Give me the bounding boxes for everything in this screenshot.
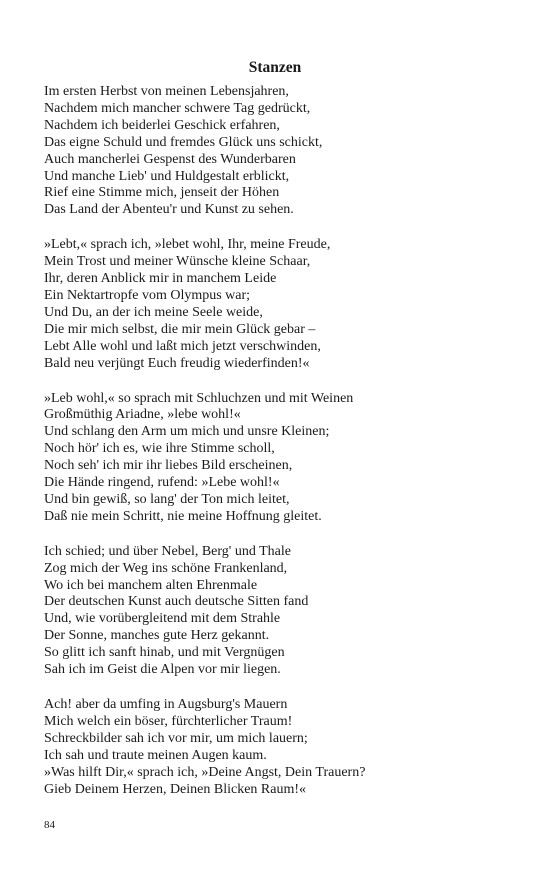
poem-line: Wo ich bei manchem alten Ehrenmale [44,577,258,593]
poem-line: Rief eine Stimme mich, jenseit der Höhen [44,185,280,201]
poem-line: Gieb Deinem Herzen, Deinen Blicken Raum!« [44,781,307,797]
poem-line: Die mir mich selbst, die mir mein Glück gebar – [44,321,316,337]
poem-line: Daß nie mein Schritt, nie meine Hoffnung gleitet. [44,508,322,524]
page-number: 84 [44,819,55,831]
poem-line: Und bin gewiß, so lang' der Ton mich leitet, [44,491,290,507]
poem-line: Und manche Lieb' und Huldgestalt erblickt, [44,168,290,184]
poem-line: Ach! aber da umfing in Augsburg's Mauern [44,697,288,712]
poem-line: Das eigne Schuld und fremdes Glück uns schickt, [44,134,323,150]
poem-line: Großmüthig Ariadne, »lebe wohl!« [44,407,241,423]
poem-line: Auch mancherlei Gespenst des Wunderbaren [44,151,296,167]
poem-line: Und, wie vorübergleitend mit dem Strahle [44,611,281,627]
poem-line: Nachdem mich mancher schwere Tag gedrückt, [44,100,311,116]
poem-line: »Leb wohl,« so sprach mit Schluchzen und mit Weinen [44,390,354,406]
page-title: Stanzen [248,59,302,76]
poem-line: Der deutschen Kunst auch deutsche Sitten fand [44,594,309,610]
poem-line: Sah ich im Geist die Alpen vor mir liegen. [44,662,281,678]
poem-line: Ihr, deren Anblick mir in manchem Leide [44,271,277,287]
stanza-5 [44,697,524,798]
poem-line: Zog mich der Weg ins schöne Frankenland, [44,560,288,576]
poem-line: Ich sah und traute meinen Augen kaum. [44,747,267,763]
poem-line: Im ersten Herbst von meinen Lebensjahren, [44,84,289,99]
stanza-3 [44,391,524,526]
poem-line: Schreckbilder sah ich vor mir, um mich lauern; [44,730,308,746]
poem-line: Das Land der Abenteu'r und Kunst zu sehen. [44,202,294,218]
poem-line: Mich welch ein böser, fürchterlicher Traum! [44,713,293,729]
poem-line: Der Sonne, manches gute Herz gekannt. [44,628,270,644]
poem-line: Noch seh' ich mir ihr liebes Bild erscheinen, [44,458,293,474]
poem-line: Und schlang den Arm um mich und unsre Kleinen; [44,424,330,440]
poem-line: Mein Trost und meiner Wünsche kleine Schaar, [44,254,311,270]
stanza-4 [44,544,524,679]
poem-line: Ich schied; und über Nebel, Berg' und Thale [44,543,291,559]
poem-line: Noch hör' ich es, wie ihre Stimme scholl, [44,441,275,457]
stanza-1 [44,84,524,219]
stanza-2 [44,237,524,372]
poem-body [44,84,524,816]
poem-line: »Was hilft Dir,« sprach ich, »Deine Angst, Dein Trauern? [44,764,366,780]
poem-line: Und Du, an der ich meine Seele weide, [44,304,263,320]
poem-line: Lebt Alle wohl und laßt mich jetzt verschwinden, [44,338,321,354]
poem-line: So glitt ich sanft hinab, und mit Vergnügen [44,645,285,661]
poem-line: »Lebt,« sprach ich, »lebet wohl, Ihr, meine Freude, [44,237,331,253]
poem-line: Ein Nektartropfe vom Olympus war; [44,287,251,303]
poem-line: Nachdem ich beiderlei Geschick erfahren, [44,117,280,133]
poem-line: Bald neu verjüngt Euch freudig wiederfinden!« [44,355,310,371]
poem-line: Die Hände ringend, rufend: »Lebe wohl!« [44,475,280,491]
